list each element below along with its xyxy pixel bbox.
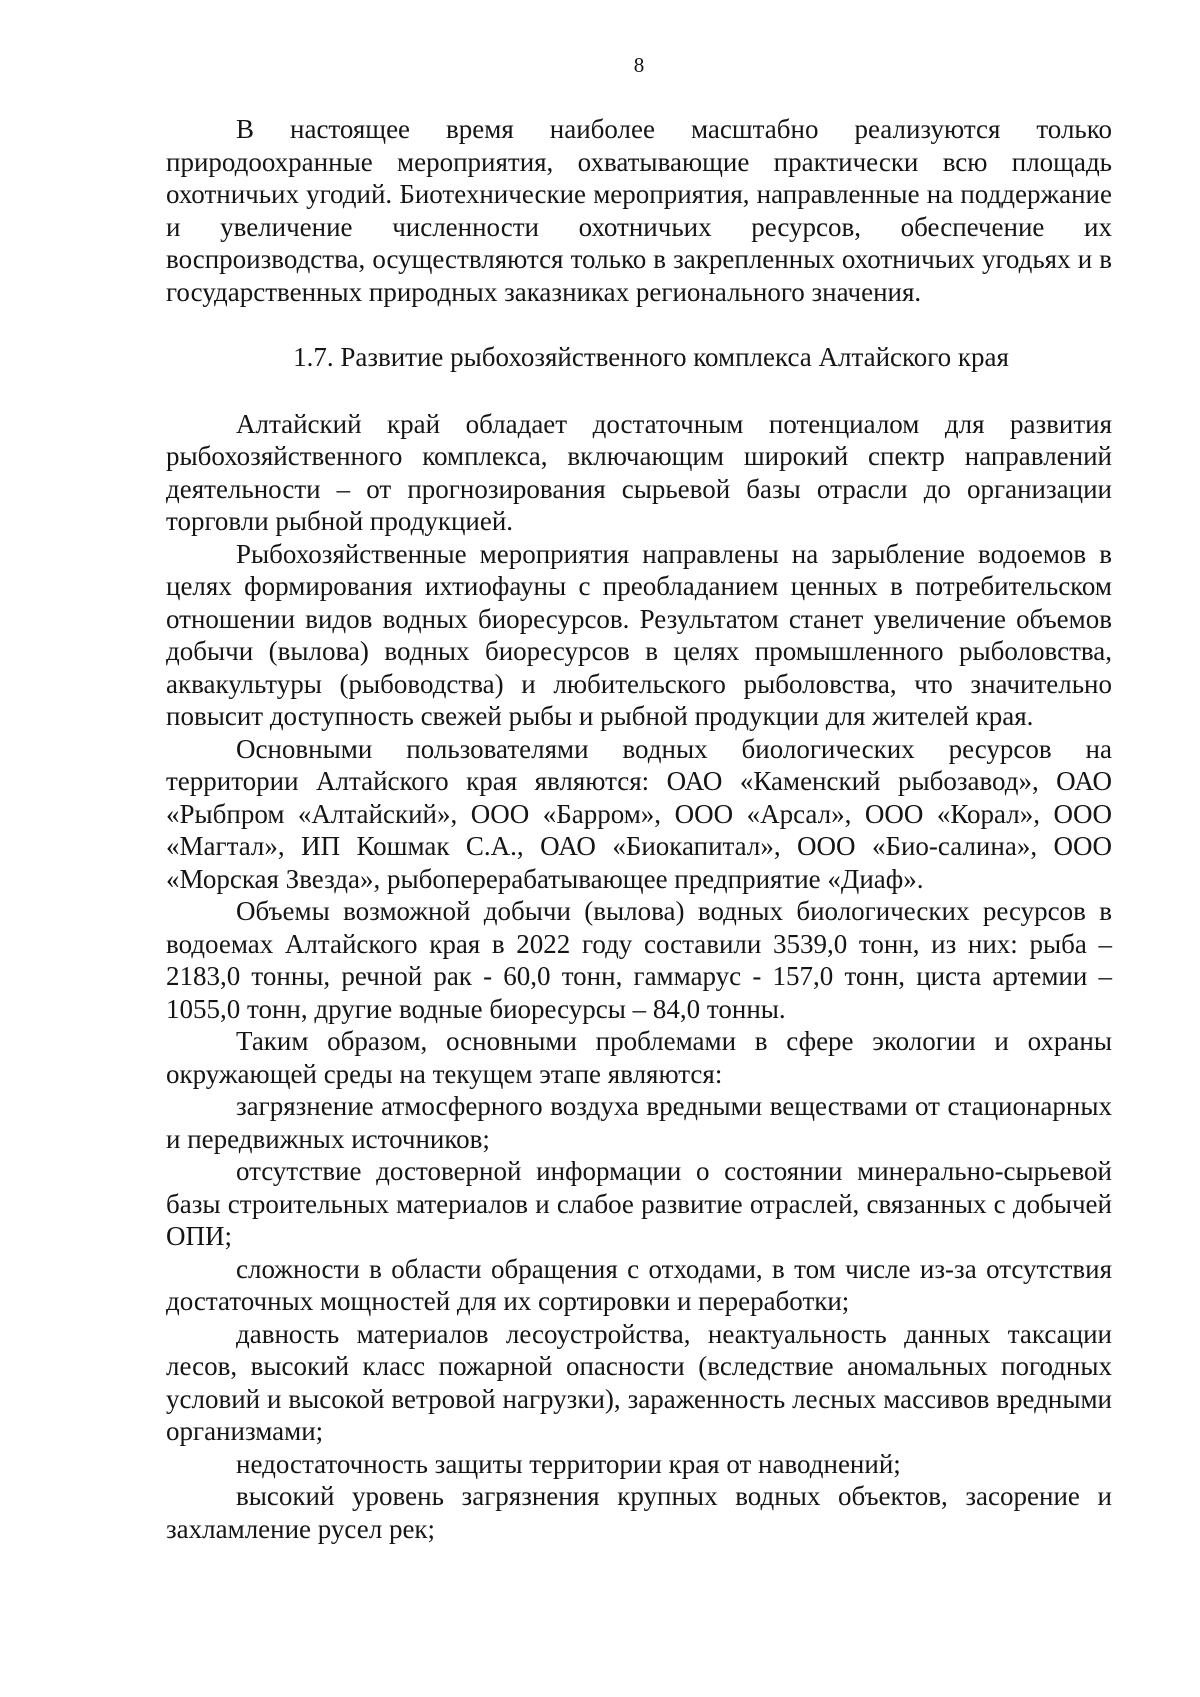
problem-floods: недостаточность защиты территории края от наводнений; — [236, 1448, 901, 1479]
page-number: 8 — [633, 53, 645, 77]
paragraph-main-users: Основными пользователями водных биологических ресурсов на территории Алтайского края являются: ОАО «Каменский рыбозавод», ОАО «Рыбпром «Алтайский», ООО «Барром», ООО «Арсал», ООО «Корал», ООО «Магтал», ИП Кошмак С.А., ОАО «Биокапитал», ООО «Био-салина», ООО «Морская Звезда», рыбоперерабатывающее предприятие «Диаф». — [166, 733, 1112, 894]
paragraph-catch-volumes: Объемы возможной добычи (вылова) водных биологических ресурсов в водоемах Алтайского края в 2022 году составили 3539,0 тонн, из них: рыба – 2183,0 тонны, речной рак - 60,0 тонн, гаммарус - 157,0 тонн, циста артемии – 1055,0 тонн, другие водные биоресурсы – 84,0 тонны. — [166, 896, 1112, 1024]
paragraph-fishery-measures: Рыбохозяйственные мероприятия направлены на зарыбление водоемов в целях формирования ихтиофауны с преобладанием ценных в потребительском отношении видов водных биоресурсов. Результатом станет увеличение объемов добычи (вылова) водных биоресурсов в целях промышленного рыболовства, аквакультуры (рыбоводства) и любительского рыболовства, что значительно повысит доступность свежей рыбы и рыбной продукции для жителей края. — [166, 538, 1112, 731]
problem-water-pollution: высокий уровень загрязнения крупных водных объектов, засорение и захламление русел рек; — [166, 1481, 1112, 1544]
document-body — [166, 113, 1112, 1545]
paragraph-problems-intro: Таким образом, основными проблемами в сфере экологии и охраны окружающей среды на текущем этапе являются: — [166, 1026, 1112, 1089]
section-heading: 1.7. Развитие рыбохозяйственного комплекса Алтайского края — [293, 342, 1009, 372]
problem-waste: сложности в области обращения с отходами, в том числе из-за отсутствия достаточных мощностей для их сортировки и переработки; — [166, 1253, 1112, 1316]
problem-forests: давность материалов лесоустройства, неактуальность данных таксации лесов, высокий класс пожарной опасности (вследствие аномальных погодных условий и высокой ветровой нагрузки), зараженность лесных массивов вредными организмами; — [166, 1318, 1112, 1446]
paragraph-potential: Алтайский край обладает достаточным потенциалом для развития рыбохозяйственного комплекса, включающим широкий спектр направлений деятельности – от прогнозирования сырьевой базы отрасли до организации торговли рыбной продукцией. — [166, 408, 1112, 536]
problem-mineral-base: отсутствие достоверной информации о состоянии минерально-сырьевой базы строительных материалов и слабое развитие отраслей, связанных с добычей ОПИ; — [166, 1156, 1112, 1251]
paragraph-hunting-measures: В настоящее время наиболее масштабно реализуются только природоохранные мероприятия, охватывающие практически всю площадь охотничьих угодий. Биотехнические мероприятия, направленные на поддержание и увеличение численности охотничьих ресурсов, обеспечение их воспроизводства, осуществляются только в закрепленных охотничьих угодьях и в государственных природных заказниках регионального значения. — [166, 114, 1112, 307]
problem-air-pollution: загрязнение атмосферного воздуха вредными веществами от стационарных и передвижных источников; — [166, 1091, 1112, 1154]
